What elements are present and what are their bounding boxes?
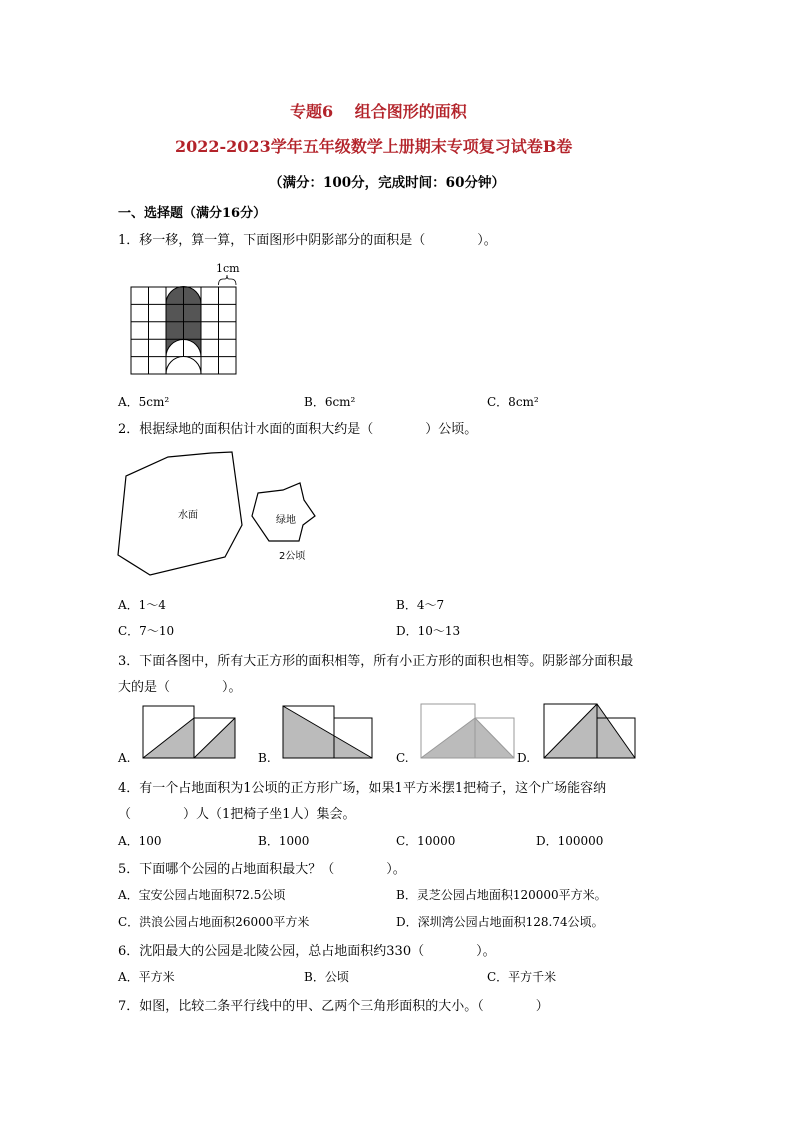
- green-label: 绿地: [276, 515, 296, 526]
- question-7-text: 7．如图，比较二条平行线中的甲、乙两个三角形面积的大小。（ ）: [118, 999, 549, 1014]
- question-2-text: 2．根据绿地的面积估计水面的面积大约是（ ）公顷。: [118, 422, 478, 437]
- question-4-text-line2: （ ）人（1把椅子坐1人）集会。: [118, 807, 356, 822]
- q1-unit-label: 1cm: [216, 262, 240, 275]
- q2-option-b[interactable]: B．4～7: [396, 598, 445, 612]
- q5-option-a[interactable]: A．宝安公园占地面积72.5公顷: [118, 888, 286, 902]
- q4-option-d[interactable]: D．100000: [536, 834, 604, 848]
- green-area-label: 2公顷: [279, 551, 306, 562]
- q3-option-d[interactable]: D.: [517, 751, 531, 765]
- q4-option-c[interactable]: C．10000: [396, 834, 456, 848]
- q5-option-c[interactable]: C．洪浪公园占地面积26000平方米: [118, 915, 310, 929]
- question-1-text: 1．移一移，算一算，下面图形中阴影部分的面积是（ ）。: [118, 233, 497, 248]
- q2-option-d[interactable]: D．10～13: [396, 624, 461, 638]
- question-6-text: 6．沈阳最大的公园是北陵公园，总占地面积约330（ ）。: [118, 944, 496, 959]
- q1-option-c[interactable]: C．8cm²: [487, 395, 539, 409]
- q3-option-b[interactable]: B.: [258, 751, 271, 765]
- q2-option-a[interactable]: A．1～4: [118, 598, 166, 612]
- page-subtitle: 2022-2023学年五年级数学上册期末专项复习试卷B卷: [175, 137, 573, 156]
- section-heading: 一、选择题（满分16分）: [118, 206, 267, 221]
- q6-option-c[interactable]: C．平方千米: [487, 970, 557, 984]
- q5-option-d[interactable]: D．深圳湾公园占地面积128.74公顷。: [396, 915, 604, 929]
- q2-option-c[interactable]: C．7～10: [118, 624, 175, 638]
- q6-option-b[interactable]: B．公顷: [304, 970, 349, 984]
- question-5-text: 5．下面哪个公园的占地面积最大？（ ）。: [118, 862, 406, 877]
- q3-option-a[interactable]: A.: [118, 751, 131, 765]
- water-label: 水面: [178, 510, 198, 521]
- question-3-text-line1: 3．下面各图中，所有大正方形的面积相等，所有小正方形的面积也相等。阴影部分面积最: [118, 654, 634, 669]
- q4-option-a[interactable]: A．100: [118, 834, 162, 848]
- page-title: 专题6 组合图形的面积: [290, 102, 467, 121]
- q5-option-b[interactable]: B．灵芝公园占地面积120000平方米。: [396, 888, 607, 902]
- exam-info: （满分：100分，完成时间：60分钟）: [269, 175, 505, 191]
- q6-option-a[interactable]: A．平方米: [118, 970, 175, 984]
- q1-option-a[interactable]: A．5cm²: [118, 395, 170, 409]
- q1-option-b[interactable]: B．6cm²: [304, 395, 356, 409]
- question-3-text-line2: 大的是（ ）。: [118, 680, 242, 695]
- q3-option-c[interactable]: C.: [396, 751, 409, 765]
- question-4-text-line1: 4．有一个占地面积为1公顷的正方形广场，如果1平方米摆1把椅子，这个广场能容纳: [118, 781, 607, 796]
- q4-option-b[interactable]: B．1000: [258, 834, 310, 848]
